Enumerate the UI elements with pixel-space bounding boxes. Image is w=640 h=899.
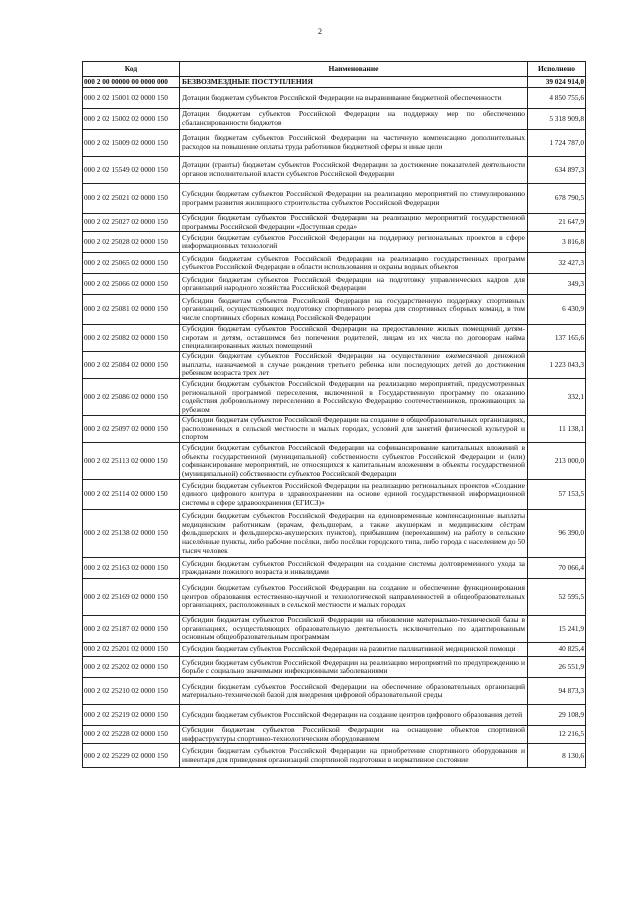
row-name: Субсидии бюджетам субъектов Российской Федерации на реализацию мероприятий государственной программы Российской Федерации «Доступная среда» [180,214,528,232]
row-value: 4 850 755,6 [528,88,586,109]
row-name: Субсидии бюджетам субъектов Российской Федерации на реализацию мероприятий по стимулированию программ развития жилищного строительства субъектов Российской Федерации [180,184,528,214]
row-code: 000 2 02 25229 02 0000 150 [83,744,180,768]
table-row [83,295,586,325]
row-code: 000 2 02 25138 02 0000 150 [83,510,180,558]
row-name: Субсидии бюджетам субъектов Российской Федерации на обеспечение образовательных организаций материально-технической базой для внедрения цифровой образовательной среды [180,678,528,705]
row-code: 000 2 02 25065 02 0000 150 [83,253,180,274]
row-code: 000 2 02 25114 02 0000 150 [83,480,180,510]
row-name: Дотации (гранты) бюджетам субъектов Российской Федерации за достижение показателей деятельности органов исполнительной власти субъектов Российской Федерации [180,157,528,184]
table-row [83,579,586,616]
row-value: 29 108,9 [528,705,586,726]
row-value: 6 430,9 [528,295,586,325]
row-code: 000 2 02 25187 02 0000 150 [83,616,180,643]
row-code: 000 2 02 25097 02 0000 150 [83,416,180,443]
table-row [83,678,586,705]
row-value: 349,3 [528,274,586,295]
row-value: 12 216,5 [528,726,586,744]
row-code: 000 2 02 25084 02 0000 150 [83,352,180,379]
row-code: 000 2 02 25027 02 0000 150 [83,214,180,232]
table-row [83,77,586,88]
table-header-row [83,62,586,77]
row-value: 70 066,4 [528,558,586,579]
row-name: Субсидии бюджетам субъектов Российской Федерации на государственную поддержку спортивных организаций, осуществляющих подготовку спортивного резерва для спортивных сборных команд, в том числе спортивных сборных команд Российской Федерации [180,295,528,325]
row-name: Субсидии бюджетам субъектов Российской Федерации на осуществление ежемесячной денежной выплаты, назначаемой в случае рождения третьего ребенка или последующих детей до достижения ребенком возраста трех лет [180,352,528,379]
row-value: 5 318 909,8 [528,109,586,130]
row-name: Субсидии бюджетам субъектов Российской Федерации на оснащение объектов спортивной инфраструктуры спортивно-технологическим оборудованием [180,726,528,744]
row-name: Субсидии бюджетам субъектов Российской Федерации на создание системы долговременного ухода за гражданами пожилого возраста и инвалидами [180,558,528,579]
row-name: БЕЗВОЗМЕЗДНЫЕ ПОСТУПЛЕНИЯ [180,77,528,88]
table-row [83,558,586,579]
row-value: 11 138,1 [528,416,586,443]
row-code: 000 2 02 25113 02 0000 150 [83,443,180,480]
row-code: 000 2 02 25228 02 0000 150 [83,726,180,744]
row-value: 3 816,8 [528,232,586,253]
row-name: Субсидии бюджетам субъектов Российской Федерации на реализацию мероприятий по предупреждению и борьбе с социально значимыми инфекционными заболеваниями [180,657,528,678]
row-code: 000 2 02 25201 02 0000 150 [83,643,180,657]
row-name: Субсидии бюджетам субъектов Российской Федерации на реализацию региональных проектов «Создание единого цифрового контура в здравоохранении на основе единой государственной информационной системы в сфере здравоохранения (ЕГИСЗ)» [180,480,528,510]
row-value: 634 897,3 [528,157,586,184]
row-code: 000 2 02 15001 02 0000 150 [83,88,180,109]
row-name: Дотации бюджетам субъектов Российской Федерации на частичную компенсацию дополнительных расходов на повышение оплаты труда работников бюджетной сферы и иные цели [180,130,528,157]
table-row [83,232,586,253]
table-row [83,214,586,232]
table-row [83,157,586,184]
row-code: 000 2 02 25219 02 0000 150 [83,705,180,726]
row-value: 1 223 043,3 [528,352,586,379]
row-name: Субсидии бюджетам субъектов Российской Федерации на реализацию государственных программ субъектов Российской Федерации в области использования и охраны водных объектов [180,253,528,274]
table-row [83,705,586,726]
row-value: 39 024 914,0 [528,77,586,88]
row-name: Субсидии бюджетам субъектов Российской Федерации на обновление материально-технической базы в организациях, осуществляющих образовательную деятельность исключительно по адаптированным основным общеобразовательным программам [180,616,528,643]
row-name: Субсидии бюджетам субъектов Российской Федерации на развитие паллиативной медицинской помощи [180,643,528,657]
row-code: 000 2 02 25066 02 0000 150 [83,274,180,295]
header-code: Код [83,62,180,77]
row-code: 000 2 02 25082 02 0000 150 [83,325,180,352]
row-value: 137 165,6 [528,325,586,352]
row-value: 678 790,5 [528,184,586,214]
row-code: 000 2 02 25163 02 0000 150 [83,558,180,579]
row-value: 52 595,5 [528,579,586,616]
row-code: 000 2 00 00000 00 0000 000 [83,77,180,88]
row-name: Субсидии бюджетам субъектов Российской Федерации на приобретение спортивного оборудования и инвентаря для приведения организаций спортивной подготовки в нормативное состояние [180,744,528,768]
row-code: 000 2 02 15002 02 0000 150 [83,109,180,130]
row-name: Дотации бюджетам субъектов Российской Федерации на выравнивание бюджетной обеспеченности [180,88,528,109]
table-row [83,253,586,274]
row-value: 40 825,4 [528,643,586,657]
table-row [83,643,586,657]
page-number: 2 [318,27,322,36]
row-value: 21 647,9 [528,214,586,232]
row-value: 32 427,3 [528,253,586,274]
table-row [83,274,586,295]
row-name: Дотации бюджетам субъектов Российской Федерации на поддержку мер по обеспечению сбалансированности бюджетов [180,109,528,130]
row-value: 1 724 787,0 [528,130,586,157]
row-name: Субсидии бюджетам субъектов Российской Федерации на создание центров цифрового образования детей [180,705,528,726]
row-code: 000 2 02 25202 02 0000 150 [83,657,180,678]
row-value: 26 551,9 [528,657,586,678]
table-row [83,379,586,416]
table-row [83,416,586,443]
table-row [83,184,586,214]
row-code: 000 2 02 15549 02 0000 150 [83,157,180,184]
row-code: 000 2 02 25169 02 0000 150 [83,579,180,616]
row-value: 57 153,5 [528,480,586,510]
header-value: Исполнено [528,62,586,77]
table-row [83,109,586,130]
budget-table [82,61,586,768]
table-row [83,744,586,768]
row-name: Субсидии бюджетам субъектов Российской Федерации на создание в общеобразовательных организациях, расположенных в сельской местности и малых городах, условий для занятий физической культурой и спортом [180,416,528,443]
row-name: Субсидии бюджетам субъектов Российской Федерации на предоставление жилых помещений детям-сиротам и детям, оставшимся без попечения родителей, лицам из их числа по договорам найма специализированных жилых помещений [180,325,528,352]
row-name: Субсидии бюджетам субъектов Российской Федерации на реализацию мероприятий, предусмотренных региональной программой переселения, включенной в Государственную программу по оказанию содействия добровольному переселению в Российскую Федерацию соотечественников, проживающих за рубежом [180,379,528,416]
row-name: Субсидии бюджетам субъектов Российской Федерации на единовременные компенсационные выплаты медицинским работникам (врачам, фельдшерам, а также акушеркам и медицинским сёстрам фельдшерских и фельдшерско-акушерских пунктов), прибывшим (переехавшим) на работу в сельские населённые пункты, либо рабочие посёлки, либо посёлки городского типа, либо города с населением до 50 тысяч человек [180,510,528,558]
row-code: 000 2 02 25028 02 0000 150 [83,232,180,253]
row-name: Субсидии бюджетам субъектов Российской Федерации на поддержку региональных проектов в сфере информационных технологий [180,232,528,253]
row-value: 15 241,9 [528,616,586,643]
header-name: Наименование [180,62,528,77]
table-row [83,325,586,352]
row-code: 000 2 02 25210 02 0000 150 [83,678,180,705]
table-row [83,657,586,678]
table-row [83,443,586,480]
row-value: 94 873,3 [528,678,586,705]
table-row [83,352,586,379]
table-row [83,480,586,510]
row-name: Субсидии бюджетам субъектов Российской Федерации на подготовку управленческих кадров для организаций народного хозяйства Российской Федерации [180,274,528,295]
row-value: 8 130,6 [528,744,586,768]
row-code: 000 2 02 15009 02 0000 150 [83,130,180,157]
row-value: 96 390,0 [528,510,586,558]
row-code: 000 2 02 25086 02 0000 150 [83,379,180,416]
row-code: 000 2 02 25081 02 0000 150 [83,295,180,325]
table-row [83,726,586,744]
table-row [83,510,586,558]
table-body [83,77,586,768]
row-value: 332,1 [528,379,586,416]
table-row [83,130,586,157]
table-row [83,616,586,643]
row-name: Субсидии бюджетам субъектов Российской Федерации на создание и обеспечение функционирования центров образования естественно-научной и технологической направленностей в общеобразовательных организациях, расположенных в сельской местности и малых городах [180,579,528,616]
table-row [83,88,586,109]
row-value: 213 000,0 [528,443,586,480]
row-name: Субсидии бюджетам субъектов Российской Федерации на софинансирование капитальных вложений в объекты государственной (муниципальной) собственности субъектов Российской Федерации и (или) софинансирование мероприятий, не относящихся к капитальным вложениям в объекты государственной (муниципальной) собственности субъектов Российской Федерации [180,443,528,480]
row-code: 000 2 02 25021 02 0000 150 [83,184,180,214]
